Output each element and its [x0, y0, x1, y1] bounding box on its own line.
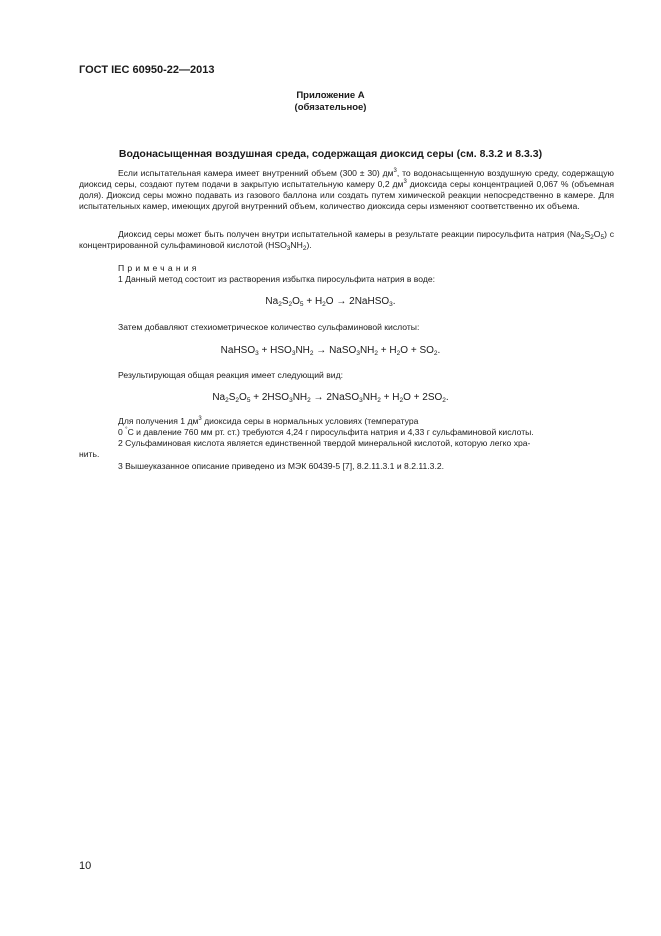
- formula-2: NaHSO$_3$ + $HSO_3NH_2$ → $NaSO_3NH_2 + H_2O + SO_2$.: [220, 345, 441, 357]
- then-text: Затем добавляют стехиометрическое количество сульфаминовой кислоты:: [118, 322, 420, 332]
- note-1: 1 Данный метод состоит из растворения избытка пиросульфита натрия в воде:: [118, 274, 436, 284]
- appendix-title: Приложение А: [296, 90, 365, 101]
- obtain-line-2: 0 °C и давление 760 мм рт. ст.) требуются 4,24 г пиросульфита натрия и 4,33 г сульфаминовой кислоты.: [118, 427, 534, 437]
- standard-number: ГОСТ IEC 60950-22—2013: [79, 64, 215, 76]
- paragraph-reaction: Диоксид серы может быть получен внутри испытательной камеры в результате реакции пиросульфита натрия $(Na_2S_2O_5)$ с концентрированной сульфаминовой кислотой $(HSO_3NH_2)$.: [79, 229, 614, 252]
- notes-heading: Примечания: [118, 263, 200, 273]
- note-3: 3 Вышеуказанное описание приведено из МЭК 60439-5 [7], 8.2.11.3.1 и 8.2.11.3.2.: [118, 461, 445, 471]
- paragraph-chamber-volume: Если испытательная камера имеет внутренний объем (300 ± 30) $дм^3$, то водонасыщенную воздушную среду, содержащую диоксид серы, создают путем подачи в закрытую испытательную камеру 0,2 $дм^3$ диоксида серы концентрацией 0,067 % (объемная доля). Диоксид серы можно подавать из газового баллона или создать путем химической реакции непосредственно в камере. Для испытательных камер, имеющих другой внутренний объем, количество диоксида серы изменяют соответственно их объема.: [79, 168, 614, 211]
- formula-1: $Na_2S_2O_5 + H_2O$ → 2NaHSO$_3$.: [265, 296, 396, 308]
- obtain-line-1: Для получения 1 $дм^3$ диоксида серы в нормальных условиях (температура: [118, 416, 419, 426]
- note-2-continuation: нить.: [79, 449, 100, 459]
- note-2: 2 Сульфаминовая кислота является единственной твердой минеральной кислотой, которую легко хра-: [118, 438, 531, 448]
- page-number: 10: [79, 860, 92, 872]
- section-title: Водонасыщенная воздушная среда, содержащая диоксид серы (см. 8.3.2 и 8.3.3): [118, 148, 543, 160]
- formula-3: $Na_2S_2O_5 + 2HSO_3NH_2$ → $2NaSO_3NH_2 + H_2O + 2SO_2$.: [212, 392, 449, 404]
- appendix-status: (обязательное): [294, 102, 367, 113]
- result-text: Результирующая общая реакция имеет следующий вид:: [118, 370, 344, 380]
